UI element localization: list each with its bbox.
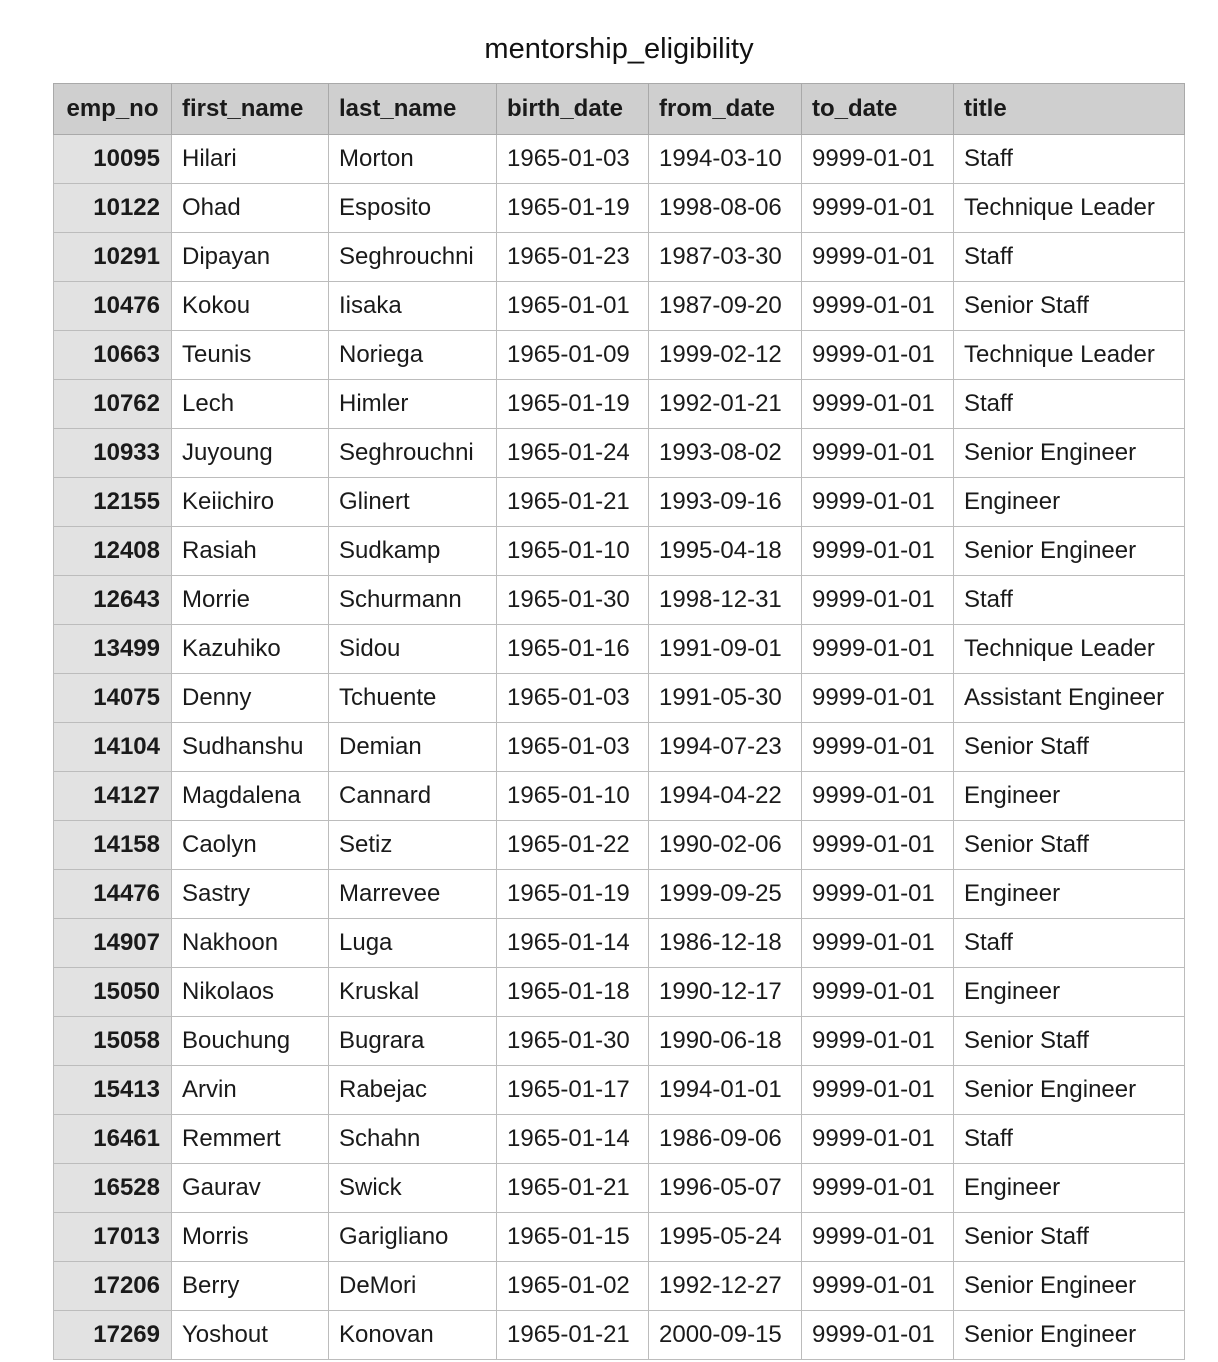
to-date-cell[interactable]: 9999-01-01 bbox=[802, 772, 954, 821]
title-cell[interactable]: Staff bbox=[954, 233, 1185, 282]
first-name-cell[interactable]: Bouchung bbox=[172, 1017, 329, 1066]
emp-no-cell[interactable]: 14104 bbox=[54, 723, 172, 772]
title-cell[interactable]: Staff bbox=[954, 576, 1185, 625]
last-name-cell[interactable]: Seghrouchni bbox=[329, 233, 497, 282]
emp-no-cell[interactable]: 10291 bbox=[54, 233, 172, 282]
last-name-cell[interactable]: Himler bbox=[329, 380, 497, 429]
last-name-cell[interactable]: Tchuente bbox=[329, 674, 497, 723]
to-date-cell[interactable]: 9999-01-01 bbox=[802, 919, 954, 968]
table-row bbox=[54, 576, 1185, 625]
to-date-cell[interactable]: 9999-01-01 bbox=[802, 282, 954, 331]
birth-date-cell[interactable]: 1965-01-19 bbox=[497, 380, 649, 429]
table-body bbox=[54, 135, 1185, 1360]
from-date-cell[interactable]: 1993-08-02 bbox=[649, 429, 802, 478]
title-cell[interactable]: Senior Engineer bbox=[954, 429, 1185, 478]
first-name-cell[interactable]: Sudhanshu bbox=[172, 723, 329, 772]
to-date-cell[interactable]: 9999-01-01 bbox=[802, 135, 954, 184]
table-row bbox=[54, 870, 1185, 919]
table-row bbox=[54, 674, 1185, 723]
first-name-cell[interactable]: Kazuhiko bbox=[172, 625, 329, 674]
last-name-cell[interactable]: Marrevee bbox=[329, 870, 497, 919]
emp-no-cell[interactable]: 17013 bbox=[54, 1213, 172, 1262]
table-row bbox=[54, 919, 1185, 968]
birth-date-cell[interactable]: 1965-01-03 bbox=[497, 135, 649, 184]
from-date-cell[interactable]: 1986-09-06 bbox=[649, 1115, 802, 1164]
to-date-cell[interactable]: 9999-01-01 bbox=[802, 576, 954, 625]
last-name-cell[interactable]: Iisaka bbox=[329, 282, 497, 331]
first-name-cell[interactable]: Yoshout bbox=[172, 1311, 329, 1360]
emp-no-cell[interactable]: 14127 bbox=[54, 772, 172, 821]
first-name-cell[interactable]: Morrie bbox=[172, 576, 329, 625]
column-header-title[interactable]: title bbox=[954, 84, 1185, 135]
title-cell[interactable]: Senior Staff bbox=[954, 1017, 1185, 1066]
table-row bbox=[54, 184, 1185, 233]
birth-date-cell[interactable]: 1965-01-21 bbox=[497, 1164, 649, 1213]
from-date-cell[interactable]: 1996-05-07 bbox=[649, 1164, 802, 1213]
first-name-cell[interactable]: Nakhoon bbox=[172, 919, 329, 968]
first-name-cell[interactable]: Keiichiro bbox=[172, 478, 329, 527]
emp-no-cell[interactable]: 17269 bbox=[54, 1311, 172, 1360]
birth-date-cell[interactable]: 1965-01-22 bbox=[497, 821, 649, 870]
from-date-cell[interactable]: 1991-05-30 bbox=[649, 674, 802, 723]
first-name-cell[interactable]: Teunis bbox=[172, 331, 329, 380]
last-name-cell[interactable]: Cannard bbox=[329, 772, 497, 821]
title-cell[interactable]: Engineer bbox=[954, 1164, 1185, 1213]
from-date-cell[interactable]: 1990-06-18 bbox=[649, 1017, 802, 1066]
last-name-cell[interactable]: Konovan bbox=[329, 1311, 497, 1360]
emp-no-cell[interactable]: 12155 bbox=[54, 478, 172, 527]
title-cell[interactable]: Senior Staff bbox=[954, 282, 1185, 331]
title-cell[interactable]: Technique Leader bbox=[954, 331, 1185, 380]
emp-no-cell[interactable]: 10476 bbox=[54, 282, 172, 331]
last-name-cell[interactable]: Esposito bbox=[329, 184, 497, 233]
emp-no-cell[interactable]: 10122 bbox=[54, 184, 172, 233]
table-row bbox=[54, 1213, 1185, 1262]
birth-date-cell[interactable]: 1965-01-17 bbox=[497, 1066, 649, 1115]
column-header-emp-no[interactable]: emp_no bbox=[54, 84, 172, 135]
birth-date-cell[interactable]: 1965-01-15 bbox=[497, 1213, 649, 1262]
first-name-cell[interactable]: Kokou bbox=[172, 282, 329, 331]
table-row bbox=[54, 968, 1185, 1017]
from-date-cell[interactable]: 1998-08-06 bbox=[649, 184, 802, 233]
from-date-cell[interactable]: 1993-09-16 bbox=[649, 478, 802, 527]
title-cell[interactable]: Staff bbox=[954, 380, 1185, 429]
to-date-cell[interactable]: 9999-01-01 bbox=[802, 527, 954, 576]
last-name-cell[interactable]: Demian bbox=[329, 723, 497, 772]
table-row bbox=[54, 1066, 1185, 1115]
to-date-cell[interactable]: 9999-01-01 bbox=[802, 1164, 954, 1213]
from-date-cell[interactable]: 1999-09-25 bbox=[649, 870, 802, 919]
to-date-cell[interactable]: 9999-01-01 bbox=[802, 870, 954, 919]
birth-date-cell[interactable]: 1965-01-16 bbox=[497, 625, 649, 674]
last-name-cell[interactable]: Swick bbox=[329, 1164, 497, 1213]
emp-no-cell[interactable]: 15050 bbox=[54, 968, 172, 1017]
birth-date-cell[interactable]: 1965-01-01 bbox=[497, 282, 649, 331]
title-cell[interactable]: Staff bbox=[954, 135, 1185, 184]
last-name-cell[interactable]: Bugrara bbox=[329, 1017, 497, 1066]
table-row bbox=[54, 331, 1185, 380]
birth-date-cell[interactable]: 1965-01-03 bbox=[497, 674, 649, 723]
last-name-cell[interactable]: Garigliano bbox=[329, 1213, 497, 1262]
table-row bbox=[54, 282, 1185, 331]
to-date-cell[interactable]: 9999-01-01 bbox=[802, 1115, 954, 1164]
last-name-cell[interactable]: Morton bbox=[329, 135, 497, 184]
last-name-cell[interactable]: Luga bbox=[329, 919, 497, 968]
to-date-cell[interactable]: 9999-01-01 bbox=[802, 1262, 954, 1311]
table-row bbox=[54, 625, 1185, 674]
table-row bbox=[54, 527, 1185, 576]
first-name-cell[interactable]: Juyoung bbox=[172, 429, 329, 478]
from-date-cell[interactable]: 1990-12-17 bbox=[649, 968, 802, 1017]
last-name-cell[interactable]: Sidou bbox=[329, 625, 497, 674]
emp-no-cell[interactable]: 14075 bbox=[54, 674, 172, 723]
to-date-cell[interactable]: 9999-01-01 bbox=[802, 478, 954, 527]
from-date-cell[interactable]: 1994-07-23 bbox=[649, 723, 802, 772]
table-row bbox=[54, 380, 1185, 429]
emp-no-cell[interactable]: 14476 bbox=[54, 870, 172, 919]
to-date-cell[interactable]: 9999-01-01 bbox=[802, 821, 954, 870]
birth-date-cell[interactable]: 1965-01-24 bbox=[497, 429, 649, 478]
table-row bbox=[54, 1115, 1185, 1164]
birth-date-cell[interactable]: 1965-01-19 bbox=[497, 184, 649, 233]
table-row bbox=[54, 135, 1185, 184]
emp-no-cell[interactable]: 15413 bbox=[54, 1066, 172, 1115]
title-cell[interactable]: Staff bbox=[954, 919, 1185, 968]
first-name-cell[interactable]: Sastry bbox=[172, 870, 329, 919]
to-date-cell[interactable]: 9999-01-01 bbox=[802, 233, 954, 282]
data-table bbox=[53, 83, 1185, 1360]
to-date-cell[interactable]: 9999-01-01 bbox=[802, 380, 954, 429]
table-row bbox=[54, 821, 1185, 870]
table-row bbox=[54, 233, 1185, 282]
table-row bbox=[54, 723, 1185, 772]
last-name-cell[interactable]: Glinert bbox=[329, 478, 497, 527]
emp-no-cell[interactable]: 10095 bbox=[54, 135, 172, 184]
table-row bbox=[54, 1017, 1185, 1066]
table-row bbox=[54, 1311, 1185, 1360]
first-name-cell[interactable]: Berry bbox=[172, 1262, 329, 1311]
to-date-cell[interactable]: 9999-01-01 bbox=[802, 674, 954, 723]
birth-date-cell[interactable]: 1965-01-30 bbox=[497, 1017, 649, 1066]
emp-no-cell[interactable]: 12408 bbox=[54, 527, 172, 576]
emp-no-cell[interactable]: 14907 bbox=[54, 919, 172, 968]
table-row bbox=[54, 429, 1185, 478]
data-table-container bbox=[53, 83, 1184, 1360]
first-name-cell[interactable]: Caolyn bbox=[172, 821, 329, 870]
birth-date-cell[interactable]: 1965-01-30 bbox=[497, 576, 649, 625]
title-cell[interactable]: Technique Leader bbox=[954, 184, 1185, 233]
last-name-cell[interactable]: Rabejac bbox=[329, 1066, 497, 1115]
from-date-cell[interactable]: 1987-03-30 bbox=[649, 233, 802, 282]
birth-date-cell[interactable]: 1965-01-19 bbox=[497, 870, 649, 919]
last-name-cell[interactable]: Schurmann bbox=[329, 576, 497, 625]
last-name-cell[interactable]: Seghrouchni bbox=[329, 429, 497, 478]
table-row bbox=[54, 478, 1185, 527]
to-date-cell[interactable]: 9999-01-01 bbox=[802, 331, 954, 380]
from-date-cell[interactable]: 2000-09-15 bbox=[649, 1311, 802, 1360]
emp-no-cell[interactable]: 14158 bbox=[54, 821, 172, 870]
birth-date-cell[interactable]: 1965-01-21 bbox=[497, 1311, 649, 1360]
column-header-from-date[interactable]: from_date bbox=[649, 84, 802, 135]
last-name-cell[interactable]: Noriega bbox=[329, 331, 497, 380]
last-name-cell[interactable]: Schahn bbox=[329, 1115, 497, 1164]
column-header-to-date[interactable]: to_date bbox=[802, 84, 954, 135]
title-cell[interactable]: Senior Engineer bbox=[954, 1066, 1185, 1115]
title-cell[interactable]: Engineer bbox=[954, 478, 1185, 527]
first-name-cell[interactable]: Denny bbox=[172, 674, 329, 723]
emp-no-cell[interactable]: 16528 bbox=[54, 1164, 172, 1213]
first-name-cell[interactable]: Dipayan bbox=[172, 233, 329, 282]
first-name-cell[interactable]: Ohad bbox=[172, 184, 329, 233]
first-name-cell[interactable]: Remmert bbox=[172, 1115, 329, 1164]
emp-no-cell[interactable]: 17206 bbox=[54, 1262, 172, 1311]
title-cell[interactable]: Technique Leader bbox=[954, 625, 1185, 674]
from-date-cell[interactable]: 1998-12-31 bbox=[649, 576, 802, 625]
title-cell[interactable]: Engineer bbox=[954, 870, 1185, 919]
first-name-cell[interactable]: Nikolaos bbox=[172, 968, 329, 1017]
from-date-cell[interactable]: 1990-02-06 bbox=[649, 821, 802, 870]
emp-no-cell[interactable]: 16461 bbox=[54, 1115, 172, 1164]
table-row bbox=[54, 1262, 1185, 1311]
last-name-cell[interactable]: Setiz bbox=[329, 821, 497, 870]
first-name-cell[interactable]: Hilari bbox=[172, 135, 329, 184]
column-header-last-name[interactable]: last_name bbox=[329, 84, 497, 135]
table-row bbox=[54, 772, 1185, 821]
birth-date-cell[interactable]: 1965-01-21 bbox=[497, 478, 649, 527]
birth-date-cell[interactable]: 1965-01-09 bbox=[497, 331, 649, 380]
title-cell[interactable]: Senior Engineer bbox=[954, 1311, 1185, 1360]
from-date-cell[interactable]: 1992-01-21 bbox=[649, 380, 802, 429]
birth-date-cell[interactable]: 1965-01-02 bbox=[497, 1262, 649, 1311]
birth-date-cell[interactable]: 1965-01-18 bbox=[497, 968, 649, 1017]
table-row bbox=[54, 1164, 1185, 1213]
title-cell[interactable]: Engineer bbox=[954, 772, 1185, 821]
title-cell[interactable]: Assistant Engineer bbox=[954, 674, 1185, 723]
emp-no-cell[interactable]: 13499 bbox=[54, 625, 172, 674]
title-cell[interactable]: Staff bbox=[954, 1115, 1185, 1164]
title-cell[interactable]: Senior Staff bbox=[954, 1213, 1185, 1262]
title-cell[interactable]: Senior Engineer bbox=[954, 1262, 1185, 1311]
birth-date-cell[interactable]: 1965-01-10 bbox=[497, 772, 649, 821]
birth-date-cell[interactable]: 1965-01-03 bbox=[497, 723, 649, 772]
title-cell[interactable]: Senior Staff bbox=[954, 821, 1185, 870]
header-row bbox=[54, 84, 1185, 135]
last-name-cell[interactable]: Kruskal bbox=[329, 968, 497, 1017]
column-header-birth-date[interactable]: birth_date bbox=[497, 84, 649, 135]
birth-date-cell[interactable]: 1965-01-14 bbox=[497, 1115, 649, 1164]
emp-no-cell[interactable]: 12643 bbox=[54, 576, 172, 625]
first-name-cell[interactable]: Morris bbox=[172, 1213, 329, 1262]
from-date-cell[interactable]: 1999-02-12 bbox=[649, 331, 802, 380]
first-name-cell[interactable]: Arvin bbox=[172, 1066, 329, 1115]
first-name-cell[interactable]: Gaurav bbox=[172, 1164, 329, 1213]
to-date-cell[interactable]: 9999-01-01 bbox=[802, 1017, 954, 1066]
last-name-cell[interactable]: DeMori bbox=[329, 1262, 497, 1311]
from-date-cell[interactable]: 1992-12-27 bbox=[649, 1262, 802, 1311]
emp-no-cell[interactable]: 15058 bbox=[54, 1017, 172, 1066]
from-date-cell[interactable]: 1995-04-18 bbox=[649, 527, 802, 576]
first-name-cell[interactable]: Magdalena bbox=[172, 772, 329, 821]
from-date-cell[interactable]: 1995-05-24 bbox=[649, 1213, 802, 1262]
to-date-cell[interactable]: 9999-01-01 bbox=[802, 625, 954, 674]
emp-no-cell[interactable]: 10762 bbox=[54, 380, 172, 429]
last-name-cell[interactable]: Sudkamp bbox=[329, 527, 497, 576]
birth-date-cell[interactable]: 1965-01-14 bbox=[497, 919, 649, 968]
from-date-cell[interactable]: 1986-12-18 bbox=[649, 919, 802, 968]
from-date-cell[interactable]: 1994-01-01 bbox=[649, 1066, 802, 1115]
birth-date-cell[interactable]: 1965-01-23 bbox=[497, 233, 649, 282]
first-name-cell[interactable]: Lech bbox=[172, 380, 329, 429]
emp-no-cell[interactable]: 10933 bbox=[54, 429, 172, 478]
birth-date-cell[interactable]: 1965-01-10 bbox=[497, 527, 649, 576]
title-cell[interactable]: Engineer bbox=[954, 968, 1185, 1017]
sheet-title: mentorship_eligibility bbox=[484, 33, 754, 65]
emp-no-cell[interactable]: 10663 bbox=[54, 331, 172, 380]
from-date-cell[interactable]: 1994-03-10 bbox=[649, 135, 802, 184]
from-date-cell[interactable]: 1991-09-01 bbox=[649, 625, 802, 674]
to-date-cell[interactable]: 9999-01-01 bbox=[802, 723, 954, 772]
to-date-cell[interactable]: 9999-01-01 bbox=[802, 1311, 954, 1360]
from-date-cell[interactable]: 1994-04-22 bbox=[649, 772, 802, 821]
to-date-cell[interactable]: 9999-01-01 bbox=[802, 1213, 954, 1262]
to-date-cell[interactable]: 9999-01-01 bbox=[802, 968, 954, 1017]
column-header-first-name[interactable]: first_name bbox=[172, 84, 329, 135]
first-name-cell[interactable]: Rasiah bbox=[172, 527, 329, 576]
to-date-cell[interactable]: 9999-01-01 bbox=[802, 184, 954, 233]
title-cell[interactable]: Senior Engineer bbox=[954, 527, 1185, 576]
from-date-cell[interactable]: 1987-09-20 bbox=[649, 282, 802, 331]
title-cell[interactable]: Senior Staff bbox=[954, 723, 1185, 772]
to-date-cell[interactable]: 9999-01-01 bbox=[802, 429, 954, 478]
to-date-cell[interactable]: 9999-01-01 bbox=[802, 1066, 954, 1115]
